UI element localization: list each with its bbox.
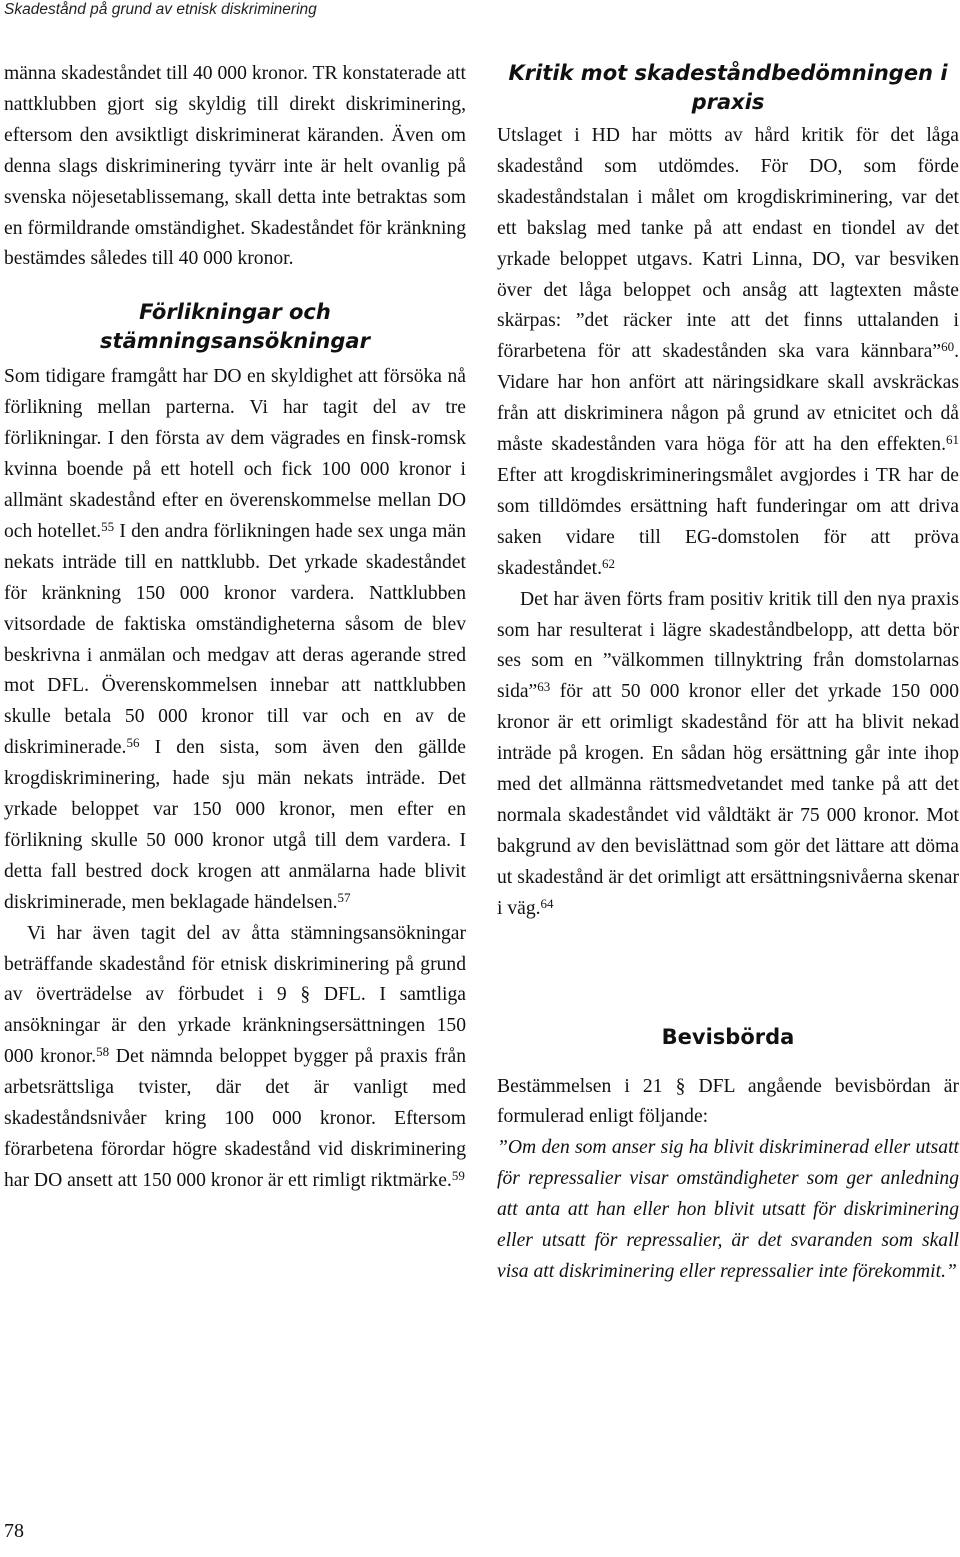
heading-kritik: Kritik mot skadeståndbedömningen i praxis xyxy=(508,61,948,114)
positive-criticism-text-a: Det har även förts fram positiv kritik till den nya praxis som har resulterat i lägre skadeståndbelopp, att detta bör ses som en ”välkommen tillnyktring från domstolarnas sida” xyxy=(497,588,959,703)
quote-21-dfl: ”Om den som anser sig ha blivit diskriminerad eller utsatt för repressalier visar omständigheter som ger anledning att anta att han eller hon blivit utsatt för diskriminering eller utsatt för repressalier, är det svaranden som skall visa att diskriminering eller repressalier inte förekommit.” xyxy=(497,1137,959,1282)
settlements-text-c: I den sista, som även den gällde krogdiskriminering, hade sju män nekats inträde. Det yrkade beloppet var 150 000 kronor, men efter en förlikning skulle 50 000 kronor utgå till dem vardera. I detta fall bestred dock krogen att anmälarna hade blivit diskriminerade, men beklagade händelsen. xyxy=(4,737,466,913)
footnote-ref-56[interactable]: 56 xyxy=(126,735,140,751)
footnote-ref-59[interactable]: 59 xyxy=(451,1167,465,1183)
running-header: Skadestånd på grund av etnisk diskriminering xyxy=(4,1,317,18)
page-number: 78 xyxy=(4,1520,24,1542)
footnote-ref-55[interactable]: 55 xyxy=(101,518,115,534)
paragraph-damages-40000: männa skadeståndet till 40 000 kronor. TR konstaterade att nattklubben gjort sig skyldig till direkt diskriminering, eftersom den avsiktligt diskriminerat käranden. Även om denna slags diskriminering tyvärr inte är helt ovanlig på svenska nöjesetablissemang, skall detta inte betraktas som en förmildrande omständighet. Skadeståndet för kränkning bestämdes således till 40 000 kronor. xyxy=(4,63,466,270)
paragraph-settlements xyxy=(4,362,466,918)
left-column xyxy=(4,59,466,1197)
right-column xyxy=(497,59,959,1288)
criticism-text-b: . Vidare har hon anfört att näringsidkare skall avskräckas från att diskriminera någon på grund av etnicitet och då måste skadestånden vara höga för att ha den effekten. xyxy=(497,341,959,456)
paragraph-positive-criticism xyxy=(497,585,959,925)
summons-text-a: Vi har även tagit del av åtta stämningsansökningar beträffande skadestånd för etnisk diskriminering på grund av överträdelse av förbudet i 9 § DFL. I samtliga ansökningar är den yrkade kränkningsersättningen 150 000 kronor. xyxy=(4,922,466,1068)
paragraph-summons-applications xyxy=(4,919,466,1197)
criticism-text-a: Utslaget i HD har mötts av hård kritik för det låga skadestånd som utdömdes. För DO, som förde skadeståndstalan i målet om krogdiskriminering, var det ett bakslag med tanke på att endast en tiondel av det yrkade beloppet utgavs. Katri Linna, DO, var besviken över det låga beloppet och ansåg att lagtexten måste skärpas: ”det räcker inte att det finns uttalanden i förarbetena för att skadestånden ska vara kännbara” xyxy=(497,125,959,363)
summons-text-b: Det nämnda beloppet bygger på praxis från arbetsrättsliga tvister, där det är vanligt med skadeståndsnivåer kring 100 000 kronor. Eftersom förarbetena förordar högre skadestånd vid diskriminering har DO ansett att 150 000 kronor är ett rimligt riktmärke. xyxy=(4,1046,466,1191)
paragraph-criticism xyxy=(497,121,959,585)
footnote-ref-58[interactable]: 58 xyxy=(96,1044,110,1060)
criticism-text-c: Efter att krogdiskrimineringsmålet avgjordes i TR har de som tilldömdes ersättning haft funderingar om att driva saken vidare till EG-domstolen för att pröva skadeståndet. xyxy=(497,464,959,579)
footnote-ref-57[interactable]: 57 xyxy=(337,889,351,905)
settlements-text-a: Som tidigare framgått har DO en skyldighet att försöka nå förlikning mellan parterna. Vi har tagit del av tre förlikningar. I den första av dem vägrades en finsk-romsk kvinna boende på ett hotell och fick 100 000 kronor i allmänt skadestånd efter en överenskommelse mellan DO och hotellet. xyxy=(4,366,466,542)
positive-criticism-text-b: för att 50 000 kronor eller det yrkade 150 000 kronor är ett orimligt skadestånd för att ha blivit nekad inträde på krogen. En sådan hög ersättning går inte ihop med det allmänna rättsmedvetandet med tanke på att det normala skadeståndet vid våldtäkt är 75 000 kronor. Mot bakgrund av den bevislättnad som gör det lättare att döma ut skadestånd är det orimligt att ersättningsnivåerna skenar i väg. xyxy=(497,681,959,919)
footnote-ref-62[interactable]: 62 xyxy=(602,555,616,571)
footnote-ref-60[interactable]: 60 xyxy=(941,339,955,355)
footnote-ref-61[interactable]: 61 xyxy=(946,432,959,448)
footnote-ref-64[interactable]: 64 xyxy=(540,895,554,911)
settlements-text-b: I den andra förlikningen hade sex unga män nekats inträde till en nattklubb. Det yrkade skadeståndet för kränkning 150 000 kronor vardera. Nattklubben vitsordade de faktiska omständigheterna såsom de blev beskrivna i anmälan och medgav att deras agerande stred mot DFL. Överenskommelsen innebar att nattklubben skulle betala 50 000 kronor till var och en av de diskriminerade. xyxy=(4,520,466,759)
footnote-ref-63[interactable]: 63 xyxy=(537,679,551,695)
paragraph-burden-of-proof: Bestämmelsen i 21 § DFL angående bevisbördan är formulerad enligt följande: xyxy=(497,1075,959,1128)
heading-forlikningar: Förlikningar och stämningsansökningar xyxy=(100,300,370,354)
heading-bevisborda: Bevisbörda xyxy=(661,1024,795,1049)
